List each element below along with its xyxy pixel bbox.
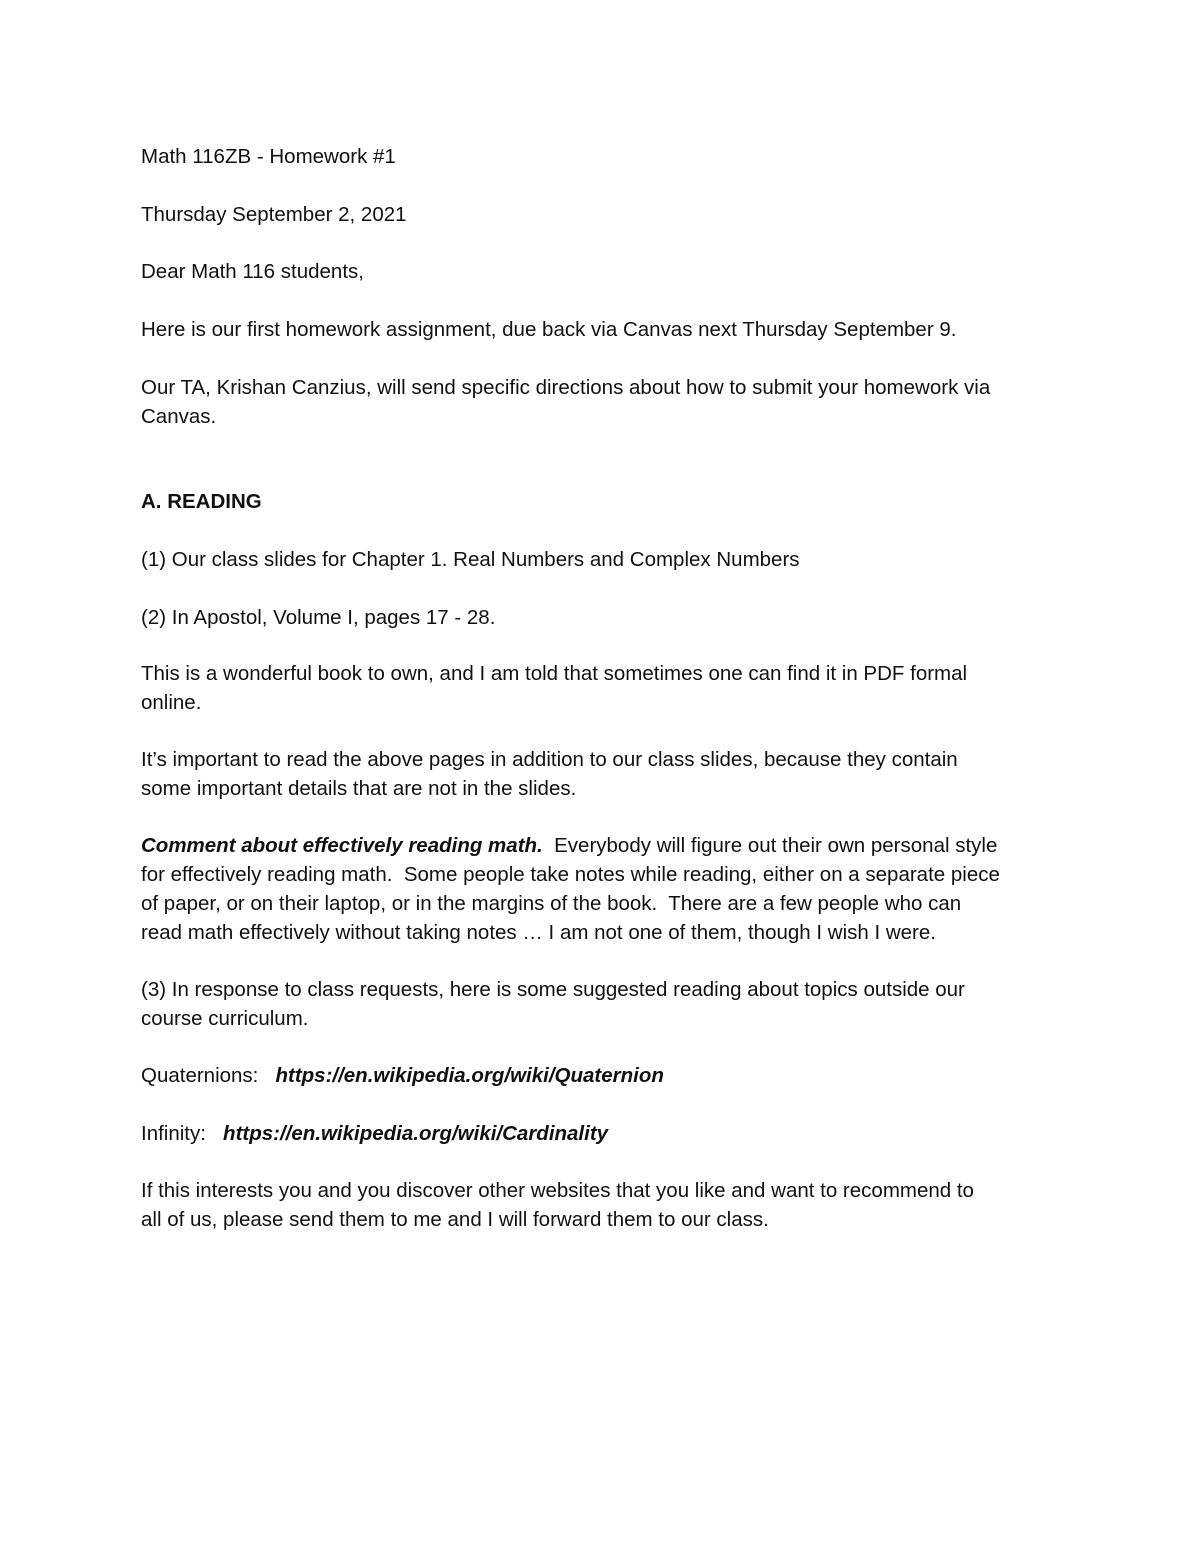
greeting-text: Dear Math 116 students, xyxy=(141,260,364,283)
reading-item-3 xyxy=(141,975,1061,1033)
book-note-line-1: This is a wonderful book to own, and I am told that sometimes one can find it in PDF formal xyxy=(141,662,968,685)
comment-line-2: for effectively reading math. Some people take notes while reading, either on a separate piece xyxy=(141,863,1000,886)
importance-line-1: It’s important to read the above pages in addition to our class slides, because they contain xyxy=(141,748,958,771)
intro-paragraph xyxy=(141,315,1061,344)
comment-paragraph xyxy=(141,831,1061,947)
infinity-line xyxy=(141,1119,1061,1148)
comment-line-1 xyxy=(141,831,1061,860)
comment-line-3: of paper, or on their laptop, or in the margins of the book. There are a few people who can xyxy=(141,892,962,915)
title-text: Math 116ZB - Homework #1 xyxy=(141,145,396,168)
section-heading-text: A. READING xyxy=(141,490,262,513)
intro-text: Here is our first homework assignment, due back via Canvas next Thursday September 9. xyxy=(141,318,957,341)
comment-line-1-rest: Everybody will figure out their own personal style xyxy=(542,834,998,857)
closing-line-2: all of us, please send them to me and I will forward them to our class. xyxy=(141,1208,769,1231)
quaternions-label: Quaternions: xyxy=(141,1064,259,1087)
section-heading xyxy=(141,487,1061,516)
infinity-row xyxy=(141,1119,1061,1148)
quaternions-line xyxy=(141,1061,1061,1090)
reading-item-2-text: (2) In Apostol, Volume I, pages 17 - 28. xyxy=(141,606,496,629)
date-line xyxy=(141,200,1061,229)
book-note-line-2: online. xyxy=(141,691,202,714)
closing-paragraph xyxy=(141,1176,1061,1234)
reading-item-1-text: (1) Our class slides for Chapter 1. Real Numbers and Complex Numbers xyxy=(141,548,800,571)
page-title xyxy=(141,142,1061,171)
ta-paragraph xyxy=(141,373,1061,431)
book-note-paragraph xyxy=(141,659,1061,717)
infinity-link[interactable]: https://en.wikipedia.org/wiki/Cardinality xyxy=(223,1122,609,1145)
importance-line-2: some important details that are not in the slides. xyxy=(141,777,577,800)
quaternions-row xyxy=(141,1061,1061,1090)
ta-line-2: Canvas. xyxy=(141,405,217,428)
quaternions-link[interactable]: https://en.wikipedia.org/wiki/Quaternion xyxy=(275,1064,664,1087)
comment-line-4: read math effectively without taking notes … I am not one of them, though I wish I were. xyxy=(141,921,936,944)
ta-line-1: Our TA, Krishan Canzius, will send specific directions about how to submit your homework via xyxy=(141,376,991,399)
date-text: Thursday September 2, 2021 xyxy=(141,203,407,226)
greeting xyxy=(141,257,1061,286)
reading-item-3-line-1: (3) In response to class requests, here is some suggested reading about topics outside our xyxy=(141,978,965,1001)
reading-item-3-line-2: course curriculum. xyxy=(141,1007,309,1030)
closing-line-1: If this interests you and you discover other websites that you like and want to recommend to xyxy=(141,1179,974,1202)
comment-heading: Comment about effectively reading math. xyxy=(141,834,543,857)
reading-item-1 xyxy=(141,545,1061,574)
infinity-label: Infinity: xyxy=(141,1122,206,1145)
importance-paragraph xyxy=(141,745,1061,803)
reading-item-2 xyxy=(141,603,1061,632)
